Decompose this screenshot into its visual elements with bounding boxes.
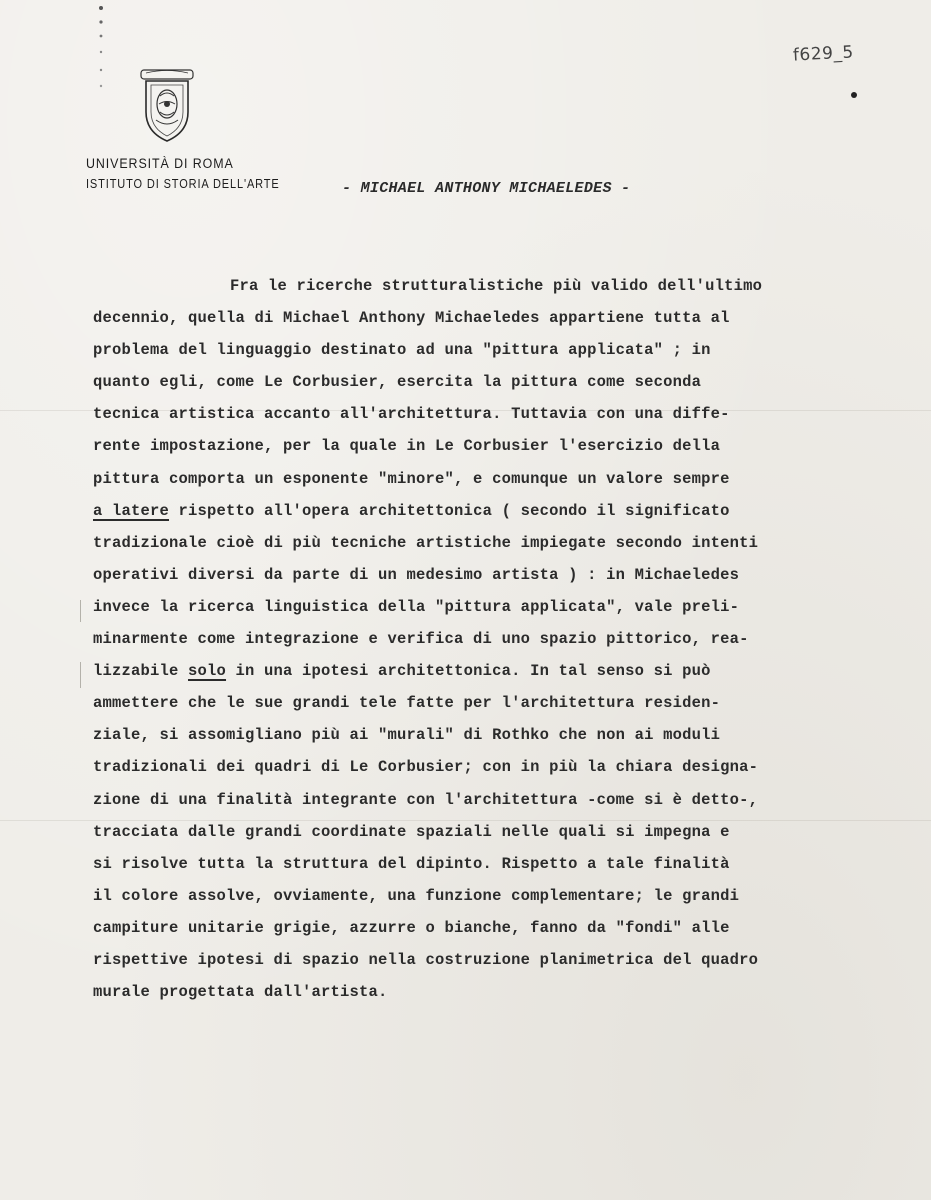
text-line [93,270,893,302]
text-segment: murale progettata dall'artista. [93,983,388,1002]
text-segment: rispettive ipotesi di spazio nella costruzione planimetrica del quadro [93,950,759,969]
text-segment: ziale, si assomigliano più ai "murali" di Rothko che non ai moduli [93,726,721,745]
text-segment: tecnica artistica accanto all'architettura. Tuttavia con una diffe- [93,405,730,424]
text-line [93,463,893,495]
text-segment: lizzabile [93,662,189,681]
text-segment: rente impostazione, per la quale in Le Corbusier l'esercizio della [93,437,721,456]
text-line [93,559,893,591]
text-line [93,591,893,623]
text-segment: Fra le ricerche strutturalistiche più valido dell'ultimo [230,277,763,295]
university-name: UNIVERSITÀ DI ROMA [86,156,234,171]
text-line [93,366,893,398]
letterhead [86,156,306,191]
text-line [93,623,893,655]
text-line [93,334,893,366]
text-segment: quanto egli, come Le Corbusier, esercita la pittura come seconda [93,373,702,392]
university-seal-icon [138,66,196,144]
text-line [93,719,893,751]
text-line [93,430,893,462]
text-segment: pittura comporta un esponente "minore", e comunque un valore sempre [93,469,730,488]
text-segment: minarmente come integrazione e verifica di uno spazio pittorico, rea- [93,630,749,649]
body-text [93,270,893,1008]
text-segment: tradizionale cioè di più tecniche artistiche impiegate secondo intenti [93,533,759,552]
text-line [93,751,893,783]
document-title: - MICHAEL ANTHONY MICHAELEDES - [342,180,631,197]
text-line [93,976,893,1008]
margin-mark [80,662,81,688]
margin-mark [80,600,81,622]
text-segment: problema del linguaggio destinato ad una "pittura applicata" ; in [93,341,711,360]
text-segment: in una ipotesi architettonica. In tal senso si può [226,662,711,681]
underlined-phrase: solo [188,662,227,681]
text-segment: tradizionali dei quadri di Le Corbusier; con in più la chiara designa- [93,758,759,777]
text-segment: si risolve tutta la struttura del dipinto. Rispetto a tale finalità [93,854,730,873]
underlined-phrase: a latere [93,501,170,520]
text-line [93,816,893,848]
text-line [93,495,893,527]
text-segment: decennio, quella di Michael Anthony Michaeledes appartiene tutta al [93,309,730,328]
ink-spot [851,92,857,98]
text-segment: campiture unitarie grigie, azzurre o bianche, fanno da "fondi" alle [93,918,730,937]
text-segment: operativi diversi da parte di un medesimo artista ) : in Michaeledes [93,565,740,584]
text-segment: il colore assolve, ovviamente, una funzione complementare; le grandi [93,886,740,905]
institute-name: ISTITUTO DI STORIA DELL'ARTE [86,177,280,191]
text-segment: ammettere che le sue grandi tele fatte per l'architettura residen- [93,694,721,713]
text-line [93,784,893,816]
text-line [93,848,893,880]
text-line [93,302,893,334]
text-segment: rispetto all'opera architettonica ( secondo il significato [169,501,730,520]
text-segment: invece la ricerca linguistica della "pittura applicata", vale preli- [93,597,740,616]
text-line [93,687,893,719]
text-line [93,880,893,912]
archive-reference-mark: f629_5 [792,42,855,66]
punch-marks [96,0,106,120]
text-segment: zione di una finalità integrante con l'architettura -come si è detto-, [93,790,759,809]
text-line [93,655,893,687]
text-line [93,944,893,976]
text-line [93,912,893,944]
text-line [93,527,893,559]
text-segment: tracciata dalle grandi coordinate spaziali nelle quali si impegna e [93,822,730,841]
text-line [93,398,893,430]
